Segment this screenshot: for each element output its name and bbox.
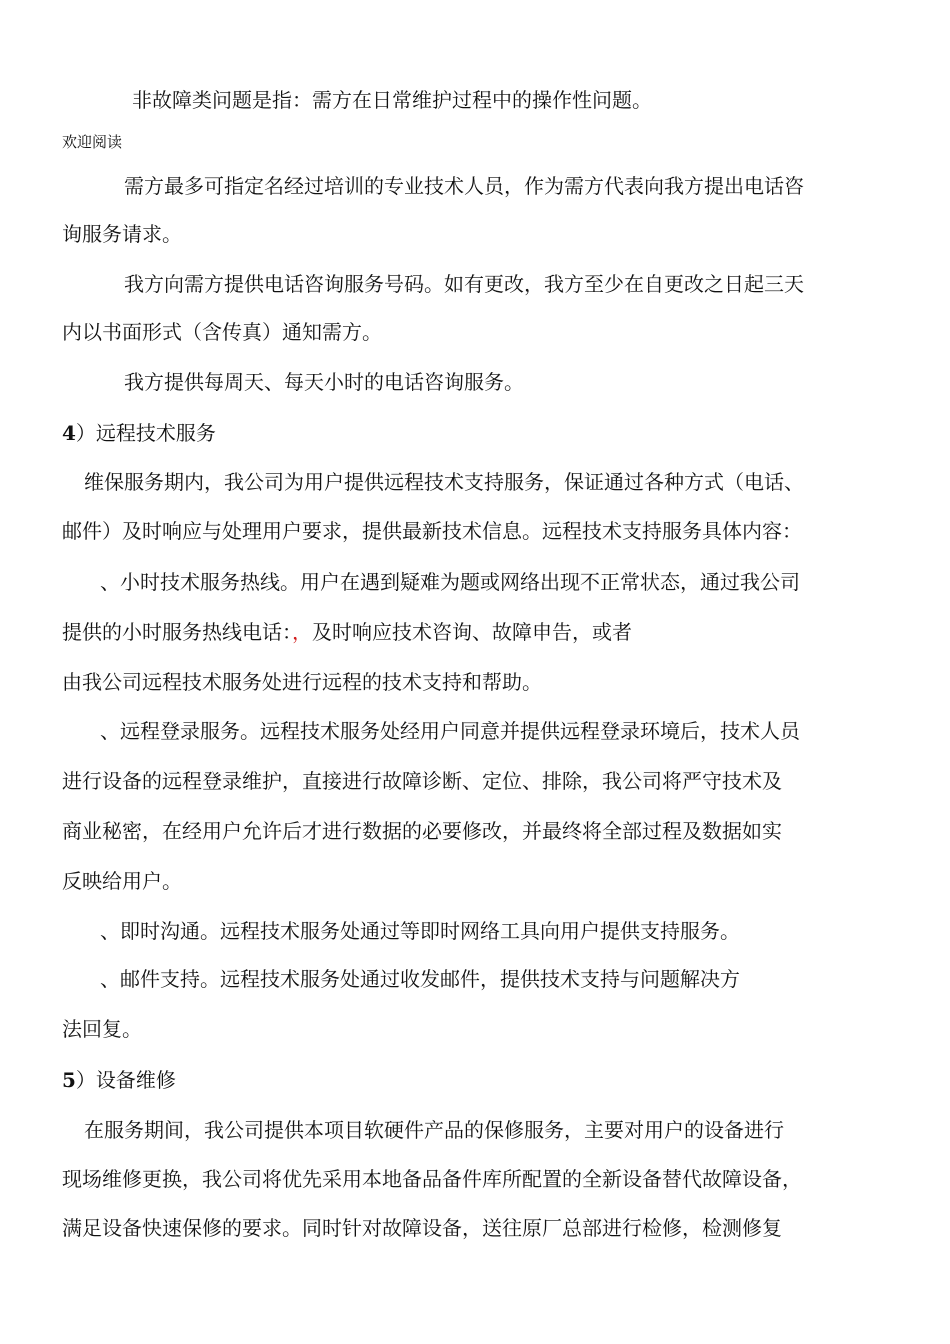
paragraph-line: 维保服务期内，我公司为用户提供远程技术支持服务，保证通过各种方式（电话、 bbox=[84, 470, 804, 494]
section-number: 4 bbox=[62, 421, 76, 445]
paragraph-line: 反映给用户。 bbox=[62, 869, 182, 893]
section-heading bbox=[62, 421, 216, 445]
section-heading bbox=[62, 1068, 176, 1092]
paragraph-line: 由我公司远程技术服务处进行远程的技术支持和帮助。 bbox=[62, 670, 542, 694]
paragraph-line: 邮件）及时响应与处理用户要求，提供最新技术信息。远程技术支持服务具体内容： bbox=[62, 519, 802, 543]
paragraph-line: 现场维修更换，我公司将优先采用本地备品备件库所配置的全新设备替代故障设备， bbox=[62, 1167, 802, 1191]
paragraph-line: 询服务请求。 bbox=[62, 222, 182, 246]
list-item-line: 、远程登录服务。远程技术服务处经用户同意并提供远程登录环境后，技术人员 bbox=[100, 719, 800, 743]
section-title: ）远程技术服务 bbox=[75, 421, 216, 445]
hotline-label: 提供的小时服务热线电话： bbox=[62, 620, 292, 644]
paragraph-line: 法回复。 bbox=[62, 1017, 142, 1041]
red-comma: ， bbox=[292, 620, 312, 644]
paragraph-line: 进行设备的远程登录维护，直接进行故障诊断、定位、排除，我公司将严守技术及 bbox=[62, 769, 782, 793]
list-item-line: 、邮件支持。远程技术服务处通过收发邮件，提供技术支持与问题解决方 bbox=[100, 967, 740, 991]
paragraph-line: 我方提供每周天、每天小时的电话咨询服务。 bbox=[124, 370, 524, 394]
paragraph-line: 满足设备快速保修的要求。同时针对故障设备，送往原厂总部进行检修，检测修复 bbox=[62, 1216, 782, 1240]
paragraph-line: 非故障类问题是指：需方在日常维护过程中的操作性问题。 bbox=[132, 88, 652, 112]
paragraph-line: 在服务期间，我公司提供本项目软硬件产品的保修服务，主要对用户的设备进行 bbox=[84, 1118, 784, 1142]
paragraph-line bbox=[62, 620, 632, 644]
list-item-line: 、小时技术服务热线。用户在遇到疑难为题或网络出现不正常状态，通过我公司 bbox=[100, 570, 800, 594]
list-item-line: 、即时沟通。远程技术服务处通过等即时网络工具向用户提供支持服务。 bbox=[100, 919, 740, 943]
section-title: ）设备维修 bbox=[75, 1068, 176, 1092]
paragraph-line: 需方最多可指定名经过培训的专业技术人员，作为需方代表向我方提出电话咨 bbox=[124, 174, 804, 198]
watermark-note: 欢迎阅读 bbox=[62, 133, 123, 151]
section-number: 5 bbox=[62, 1068, 76, 1092]
paragraph-line: 内以书面形式（含传真）通知需方。 bbox=[62, 320, 382, 344]
hotline-continued: 及时响应技术咨询、故障申告，或者 bbox=[312, 620, 632, 644]
paragraph-line: 商业秘密，在经用户允许后才进行数据的必要修改，并最终将全部过程及数据如实 bbox=[62, 819, 782, 843]
paragraph-line: 我方向需方提供电话咨询服务号码。如有更改，我方至少在自更改之日起三天 bbox=[124, 272, 804, 296]
